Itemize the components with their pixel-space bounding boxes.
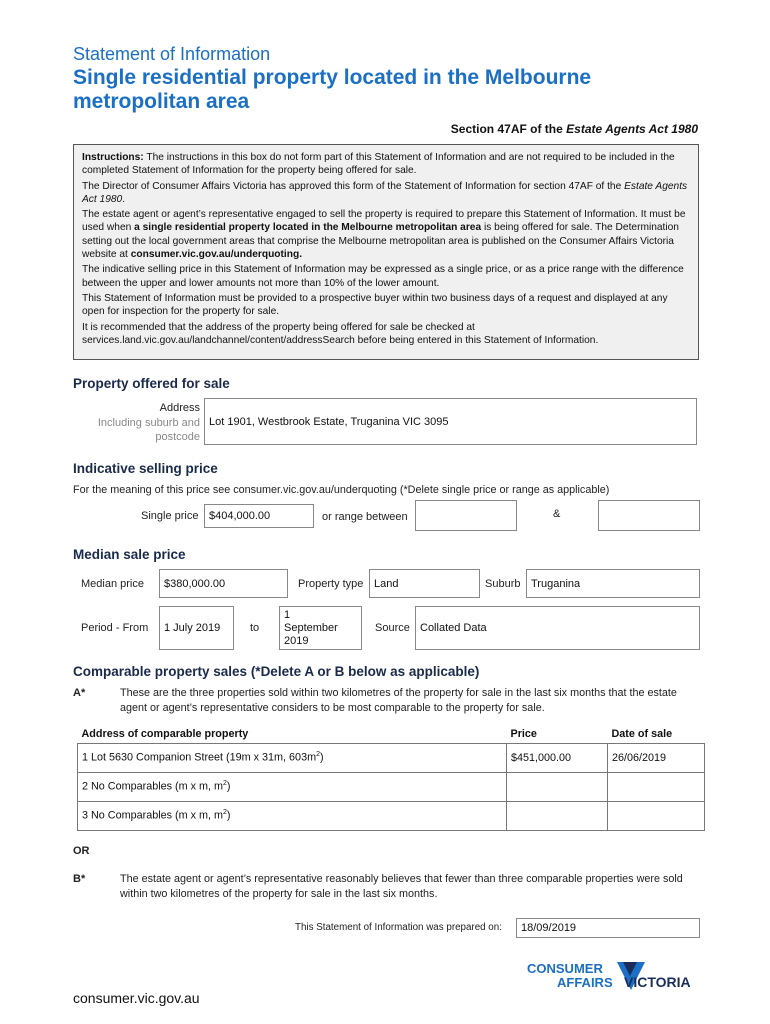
address-field[interactable]: Lot 1901, Westbrook Estate, Truganina VIC 3095	[204, 398, 697, 445]
range-high-field[interactable]	[598, 500, 700, 531]
range-low-field[interactable]	[415, 500, 517, 531]
suburb-field[interactable]: Truganina	[526, 569, 700, 598]
comparable-table	[77, 725, 705, 831]
table-row	[78, 743, 705, 772]
prepared-label: This Statement of Information was prepared on:	[295, 922, 502, 933]
range-label: or range between	[322, 511, 408, 523]
or-label: OR	[73, 845, 90, 857]
instructions-box: Instructions: The instructions in this box do not form part of this Statement of Information and are not required to be included in the completed Statement of Information for the property being offered for sale. The Director of Consumer Affairs Victoria has approved this form of the Statement of Information for section 47AF of the Estate Agents Act 1980. The estate agent or agent’s representative engaged to sell the property is required to prepare this Statement of Information. It must be used when a single residential property located in the Melbourne metropolitan area is being offered for sale. The Determination setting out the local government areas that comprise the Melbourne metropolitan area is published on the Consumer Affairs Victoria website at consumer.vic.gov.au/underquoting. The indicative selling price in this Statement of Information may be expressed as a single price, or as a price range with the difference between the upper and lower amounts not more than 10% of the lower amount. This Statement of Information must be provided to a prospective buyer within two business days of a request and displayed at any open for inspection for the property for sale. It is recommended that the address of the property being offered for sale be checked at services.land.vic.gov.au/landchannel/content/addressSearch before being entered in this Statement of Information.	[73, 144, 699, 360]
period-to-label: to	[250, 622, 260, 634]
comparable-address[interactable]: 1 Lot 5630 Companion Street (19m x 31m, $603m^2$)	[78, 743, 507, 772]
period-to-field[interactable]: 1 September 2019	[279, 606, 362, 650]
property-heading: Property offered for sale	[73, 376, 230, 391]
suburb-label: Suburb	[485, 578, 521, 590]
period-from-field[interactable]: 1 July 2019	[159, 606, 234, 650]
comparable-price[interactable]	[507, 801, 608, 830]
comparable-date[interactable]	[608, 801, 705, 830]
comparable-price[interactable]	[507, 772, 608, 801]
period-label: Period - From	[81, 622, 149, 634]
consumer-affairs-victoria-logo	[527, 960, 703, 992]
option-b-text: The estate agent or agent’s representative reasonably believes that fewer than three comparable properties were sold within two kilometres of the property for sale in the last six months.	[120, 873, 683, 900]
col-address-header: Address of comparable property	[81, 727, 249, 740]
comparable-price[interactable]: $451,000.00	[507, 743, 608, 772]
option-b-marker: B*	[73, 873, 86, 885]
option-a-marker: A*	[73, 687, 86, 699]
table-row	[78, 801, 705, 830]
page-title: Single residential property located in the Melbourne metropolitan area	[73, 66, 592, 113]
median-price-label: Median price	[81, 578, 144, 590]
comparable-address[interactable]: 2 No Comparables (m x m, $m^2$)	[78, 772, 507, 801]
property-type-label: Property type	[298, 578, 364, 590]
option-a-text: These are the three properties sold within two kilometres of the property for sale in the last six months that the estate agent or agent’s representative considers to be most comparable to the property for sale.	[120, 687, 677, 714]
single-price-label: Single price	[141, 510, 199, 522]
median-heading: Median sale price	[73, 547, 186, 562]
form-subtitle: Statement of Information	[73, 44, 271, 64]
col-date-header: Date of sale	[611, 727, 673, 740]
logo-consumer-text: CONSUMER	[527, 961, 603, 976]
comparable-date[interactable]: 26/06/2019	[608, 743, 705, 772]
source-label: Source	[375, 622, 410, 634]
comparable-heading: Comparable property sales (*Delete A or B below as applicable)	[73, 664, 480, 679]
property-type-field[interactable]: Land	[369, 569, 480, 598]
table-header-row	[78, 725, 705, 743]
section-reference: Section 47AF of the Estate Agents Act 1980	[450, 122, 698, 136]
range-amp: &	[553, 508, 561, 520]
logo-affairs-text: AFFAIRS	[557, 975, 613, 990]
comparable-address[interactable]: 3 No Comparables (m x m, $m^2$)	[78, 801, 507, 830]
logo-victoria-text: VICTORIA	[624, 974, 691, 990]
col-price-header: Price	[510, 727, 537, 740]
prepared-date-field[interactable]: 18/09/2019	[516, 918, 700, 938]
comparable-date[interactable]	[608, 772, 705, 801]
price-note: For the meaning of this price see consumer.vic.gov.au/underquoting (*Delete single price or range as applicable)	[73, 484, 610, 496]
source-field[interactable]: Collated Data	[415, 606, 700, 650]
price-heading: Indicative selling price	[73, 461, 218, 476]
table-row	[78, 772, 705, 801]
footer-website: consumer.vic.gov.au	[73, 990, 200, 1006]
median-price-field[interactable]: $380,000.00	[159, 569, 288, 598]
single-price-field[interactable]: $404,000.00	[204, 504, 314, 528]
logo-graphic	[527, 960, 703, 992]
address-label: Address Including suburb and postcode	[97, 402, 200, 443]
